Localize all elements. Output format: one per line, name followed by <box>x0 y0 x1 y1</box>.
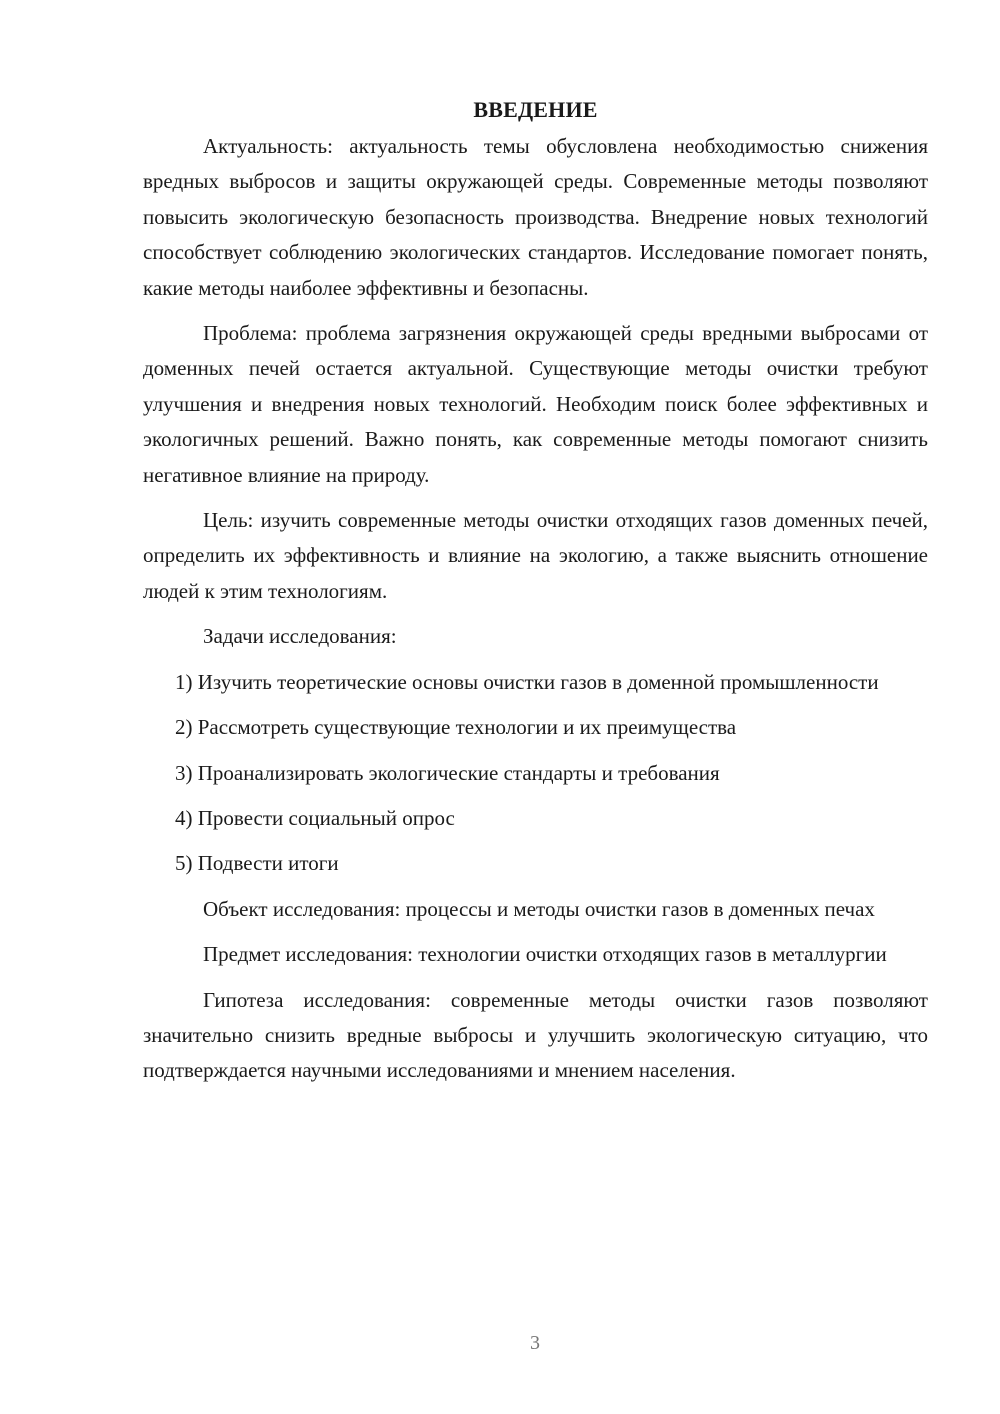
section-title: ВВЕДЕНИЕ <box>473 97 598 122</box>
task-item-3: 3) Проанализировать экологические стандарты и требования <box>175 760 720 785</box>
task-item-4: 4) Провести социальный опрос <box>175 805 455 830</box>
problem-paragraph: Проблема: проблема загрязнения окружающей среды вредными выбросами от доменных печей остается актуальной. Существующие методы очистки требуют улучшения и внедрения новых технологий. Необходим поиск более эффективных и экологичных решений. Важно понять, как современные методы помогают снизить негативное влияние на природу. <box>143 321 928 487</box>
tasks-heading: Задачи исследования: <box>203 624 397 649</box>
object-paragraph: Объект исследования: процессы и методы очистки газов в доменных печах <box>203 896 875 921</box>
tasks-list <box>143 665 928 882</box>
task-item-1: 1) Изучить теоретические основы очистки газов в доменной промышленности <box>175 669 879 694</box>
relevance-paragraph: Актуальность: актуальность темы обусловлена необходимостью снижения вредных выбросов и защиты окружающей среды. Современные методы позволяют повысить экологическую безопасность производства. Внедрение новых технологий способствует соблюдению экологических стандартов. Исследование помогает понять, какие методы наиболее эффективны и безопасны. <box>143 134 928 300</box>
task-item-5: 5) Подвести итоги <box>175 851 339 876</box>
goal-paragraph: Цель: изучить современные методы очистки отходящих газов доменных печей, определить их эффективность и влияние на экологию, а также выяснить отношение людей к этим технологиям. <box>143 508 928 603</box>
subject-paragraph: Предмет исследования: технологии очистки отходящих газов в металлургии <box>203 942 887 967</box>
task-item-2: 2) Рассмотреть существующие технологии и их преимущества <box>175 715 737 740</box>
hypothesis-paragraph: Гипотеза исследования: современные методы очистки газов позволяют значительно снизить вредные выбросы и улучшить экологическую ситуацию, что подтверждается научными исследованиями и мнением населения. <box>143 987 928 1083</box>
page-number: 3 <box>530 1332 540 1354</box>
document-page <box>143 92 928 1099</box>
